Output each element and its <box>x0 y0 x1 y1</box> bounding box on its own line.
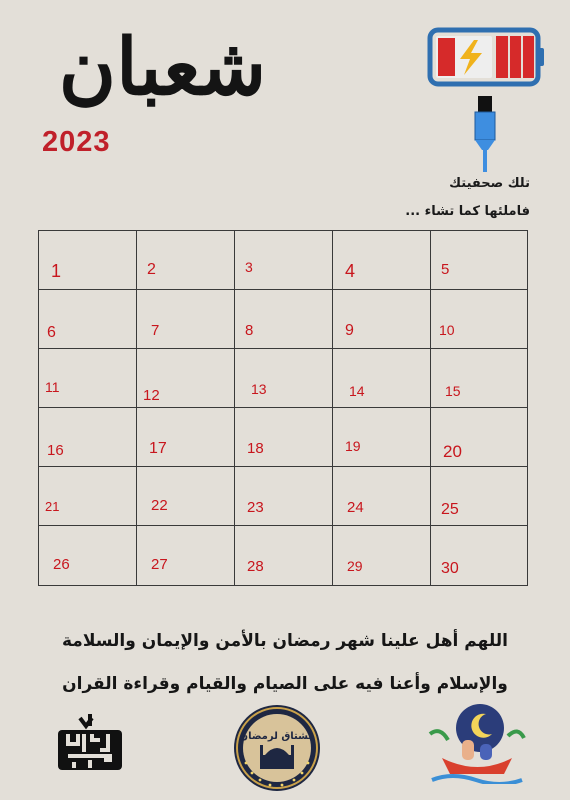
calendar-cell[interactable] <box>333 231 431 290</box>
calendar-cell[interactable] <box>137 467 235 526</box>
ramadan-badge-text: مشتاق لرمضان <box>239 731 315 742</box>
year-label: 2023 <box>42 126 111 158</box>
day-number: 21 <box>45 499 60 514</box>
day-number: 13 <box>251 381 267 397</box>
calendar-cell[interactable] <box>431 467 527 526</box>
day-number: 7 <box>151 322 160 339</box>
calendar-cell[interactable] <box>39 408 137 467</box>
calendar-cell[interactable] <box>333 467 431 526</box>
day-number: 8 <box>245 322 254 339</box>
battery-low-icon <box>426 26 546 88</box>
day-number: 24 <box>347 499 364 516</box>
calendar-cell[interactable] <box>235 526 333 585</box>
day-number: 18 <box>247 440 264 457</box>
ramadan-boat-illustration <box>428 700 526 784</box>
calendar-grid <box>38 230 528 586</box>
calendar-cell[interactable] <box>235 231 333 290</box>
calendar-cell[interactable] <box>333 349 431 408</box>
calendar-cell[interactable] <box>333 290 431 349</box>
day-number: 19 <box>345 438 361 454</box>
calendar-cell[interactable] <box>137 408 235 467</box>
day-number: 25 <box>441 501 459 518</box>
calendar-cell[interactable] <box>333 408 431 467</box>
prayer-line-2: والإسلام وأعنا فيه على الصيام والقيام وقراءة القران <box>62 674 508 694</box>
usb-cable-icon <box>468 94 502 174</box>
day-number: 22 <box>151 497 168 514</box>
month-title: شعبان <box>58 22 267 113</box>
day-number: 9 <box>345 322 354 339</box>
day-number: 12 <box>143 387 160 404</box>
note-text <box>405 170 530 226</box>
calendar-cell[interactable] <box>39 467 137 526</box>
day-number: 15 <box>445 383 461 399</box>
day-number: 2 <box>147 261 156 278</box>
day-number: 10 <box>439 322 455 338</box>
calendar-cell[interactable] <box>39 349 137 408</box>
calendar-cell[interactable] <box>137 231 235 290</box>
ramadan-badge-logo <box>232 703 322 793</box>
calendar-cell[interactable] <box>431 349 527 408</box>
calendar-cell[interactable] <box>431 526 527 585</box>
day-number: 1 <box>51 261 62 281</box>
day-number: 4 <box>345 261 356 281</box>
note-line-2: فاملئها كما تشاء ... <box>405 204 530 219</box>
day-number: 27 <box>151 556 168 573</box>
calendar-cell[interactable] <box>235 349 333 408</box>
calendar-cell[interactable] <box>137 349 235 408</box>
day-number: 11 <box>45 379 60 395</box>
day-number: 29 <box>347 558 363 574</box>
calendar-cell[interactable] <box>431 408 527 467</box>
calendar-cell[interactable] <box>333 526 431 585</box>
calendar-cell[interactable] <box>39 290 137 349</box>
calendar-cell[interactable] <box>431 290 527 349</box>
day-number: 14 <box>349 383 365 399</box>
note-line-1: تلك صحفيتك <box>449 176 530 191</box>
prayer-text <box>20 620 550 706</box>
day-number: 20 <box>443 442 462 461</box>
calendar-cell[interactable] <box>235 467 333 526</box>
calendar-cell[interactable] <box>39 526 137 585</box>
calendar-cell[interactable] <box>431 231 527 290</box>
day-number: 26 <box>53 556 70 573</box>
day-number: 3 <box>245 259 253 275</box>
day-number: 23 <box>247 499 264 516</box>
day-number: 28 <box>247 558 264 575</box>
calendar-cell[interactable] <box>235 290 333 349</box>
calendar-cell[interactable] <box>235 408 333 467</box>
alaa-hamed-logo <box>50 712 130 776</box>
calendar-cell[interactable] <box>137 526 235 585</box>
day-number: 6 <box>47 324 56 341</box>
day-number: 16 <box>47 442 64 459</box>
day-number: 17 <box>149 440 167 457</box>
calendar-cell[interactable] <box>39 231 137 290</box>
day-number: 30 <box>441 560 459 577</box>
calendar-cell[interactable] <box>137 290 235 349</box>
prayer-line-1: اللهم أهل علينا شهر رمضان بالأمن والإيمان والسلامة <box>61 631 508 651</box>
day-number: 5 <box>441 261 450 278</box>
